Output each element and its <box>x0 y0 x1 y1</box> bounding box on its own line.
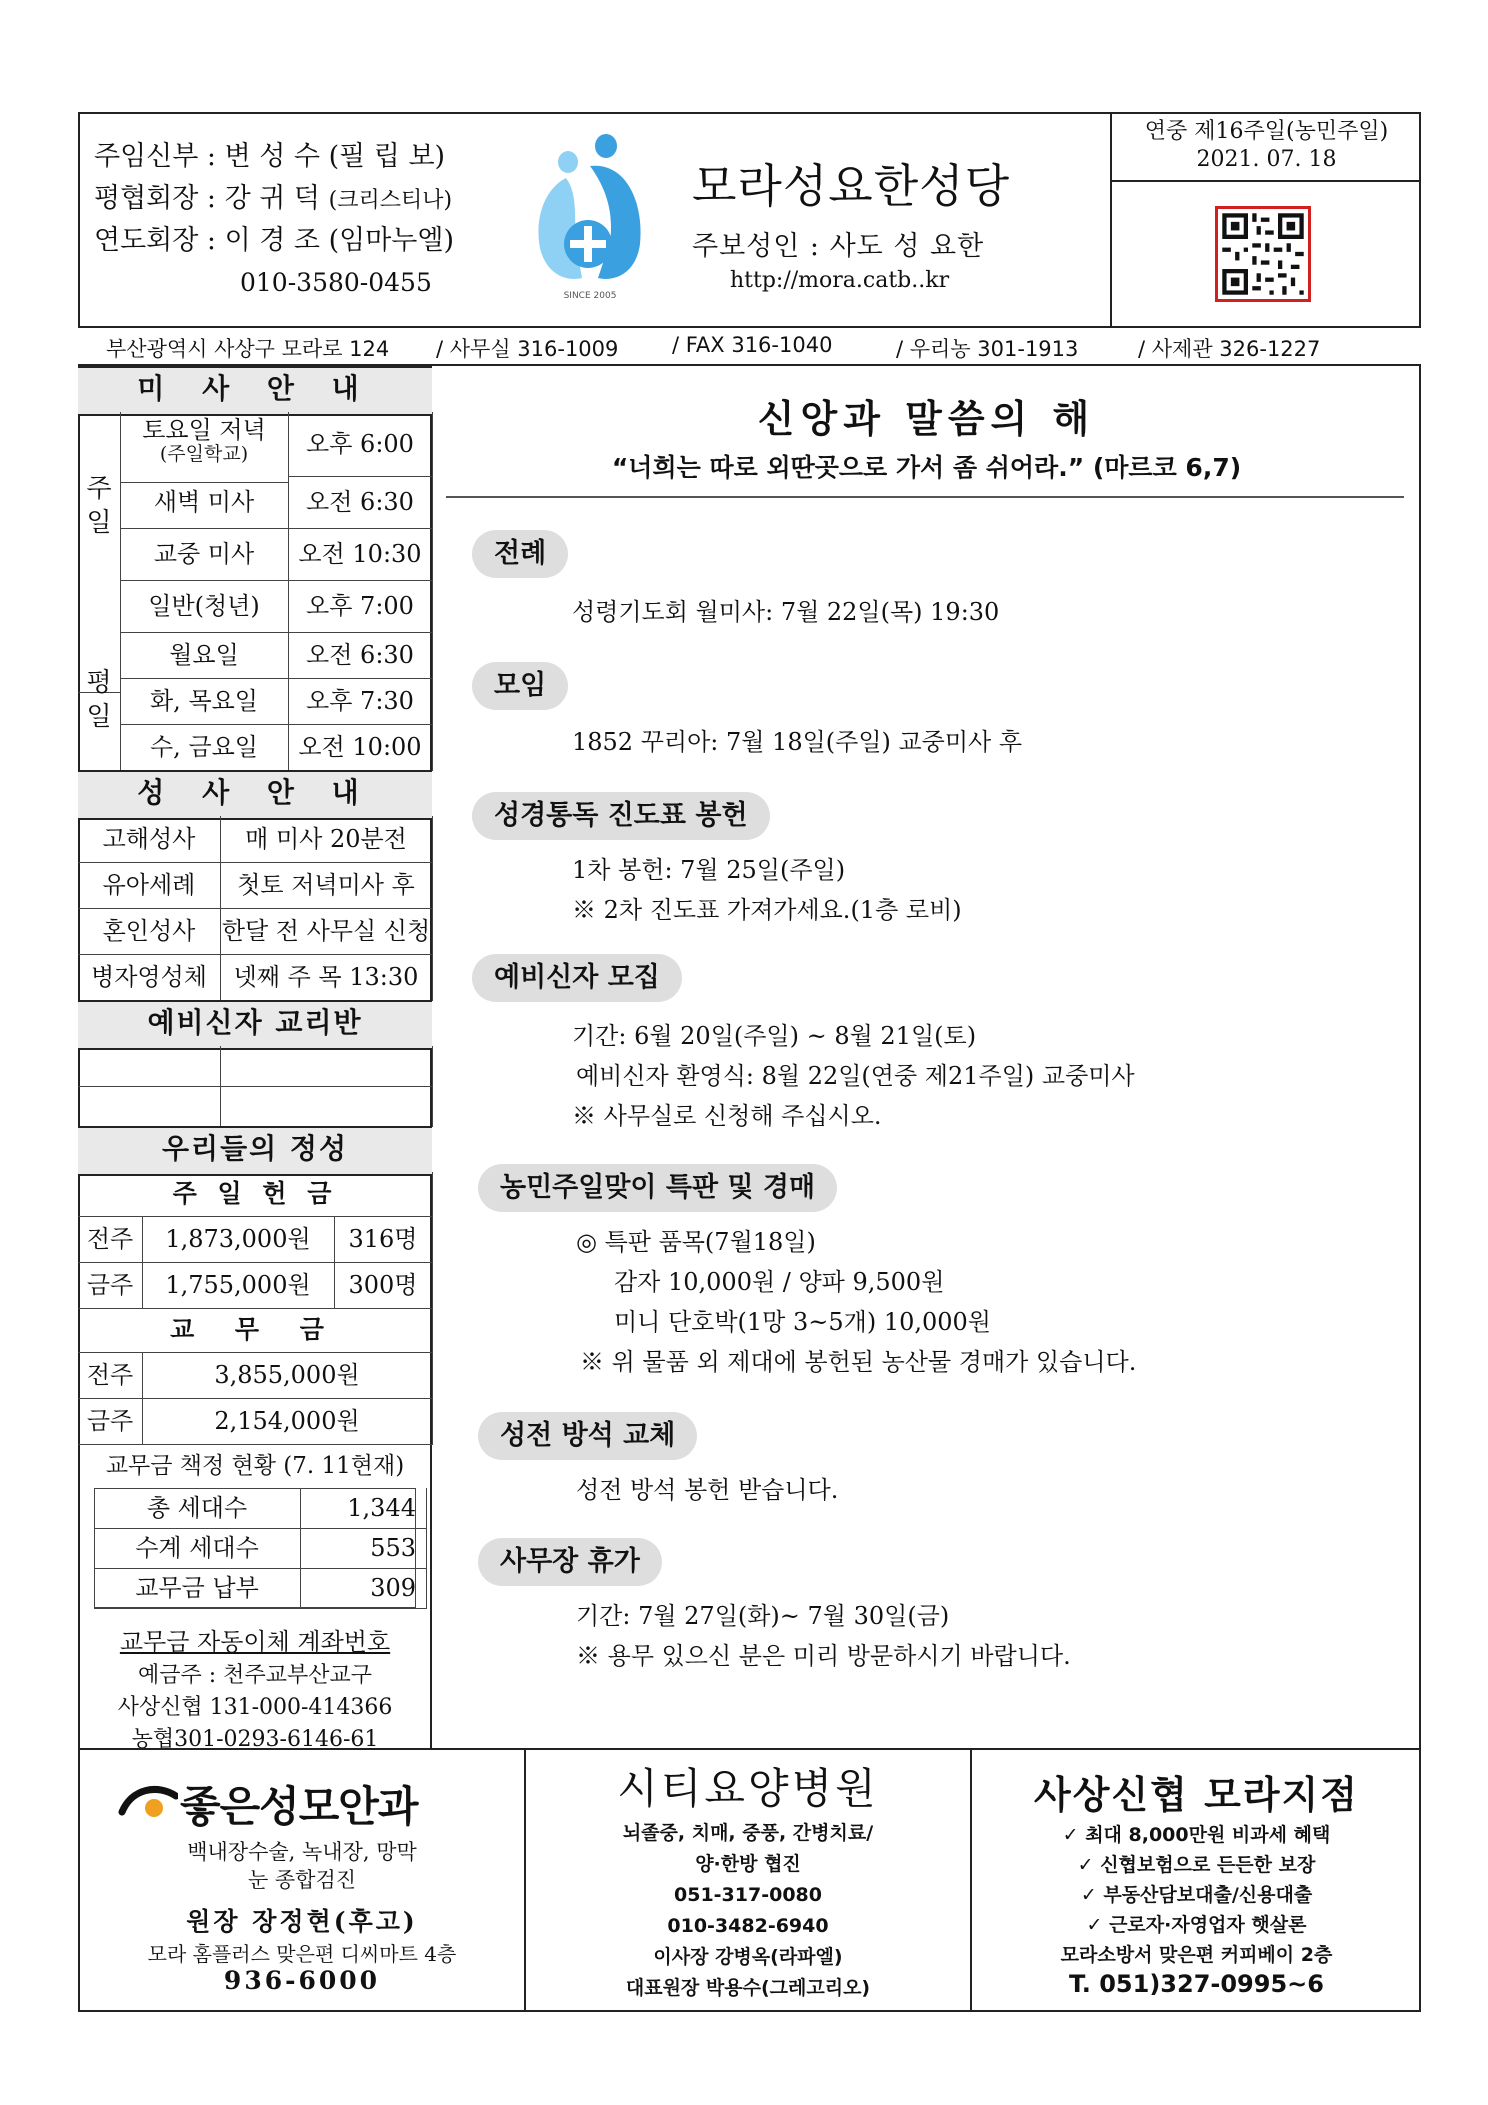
dues-amount: 2,154,000원 <box>142 1398 433 1445</box>
section-line: 기간: 7월 27일(화)~ 7월 30일(금) <box>576 1602 950 1630</box>
dues-amount: 3,855,000원 <box>142 1352 433 1399</box>
bulletin-date: 2021. 07. 18 <box>1196 147 1337 172</box>
section-heading: 전례 <box>472 530 568 578</box>
left-column <box>78 366 432 1752</box>
office-phone: / 사무실 316-1009 <box>436 337 619 361</box>
clergy-role: 평협회장 <box>94 183 199 214</box>
logo-since-text: SINCE 2005 <box>563 291 617 301</box>
account-title: 교무금 자동이체 계좌번호 <box>119 1628 391 1656</box>
section-line: ※ 용무 있으신 분은 미리 방문하시기 바랍니다. <box>576 1642 1071 1670</box>
status-label: 총 세대수 <box>94 1488 301 1529</box>
mass-name: 일반(청년) <box>120 580 289 633</box>
clergy-baptismal: (임마누엘) <box>328 225 455 256</box>
ad-credit-union-name: 사상신협 모라지점 <box>1034 1772 1359 1817</box>
qr-code-icon[interactable] <box>1215 206 1311 302</box>
section-heading: 예비신자 모집 <box>472 954 682 1002</box>
priest-house-phone: / 사제관 326-1227 <box>1138 337 1321 361</box>
sacrament-info: 첫토 저녁미사 후 <box>220 862 433 909</box>
ad-hospital-lines <box>526 1818 970 2004</box>
ad-line: 눈 종합검진 <box>247 1868 357 1892</box>
date-box <box>1110 112 1421 182</box>
status-value: 553 <box>300 1528 427 1569</box>
ad-eye-clinic-phone: 936-6000 <box>223 1966 381 1995</box>
account-number: 사상신협 131-000-414366 <box>117 1695 393 1720</box>
section-line: ※ 사무실로 신청해 주십시오. <box>572 1102 882 1130</box>
fax: / FAX 316-1040 <box>672 333 833 357</box>
mass-name: 수, 금요일 <box>120 724 289 771</box>
section-line: ※ 위 물품 외 제대에 봉헌된 농산물 경매가 있습니다. <box>580 1348 1137 1376</box>
section-line: 예비신자 환영식: 8월 22일(연중 제21주일) 교중미사 <box>576 1062 1135 1090</box>
section-line: 1차 봉헌: 7월 25일(주일) <box>572 856 846 884</box>
section-line: 1852 꾸리아: 7월 18일(주일) 교중미사 후 <box>572 728 1023 756</box>
clergy-name: 이 경 조 <box>224 225 321 256</box>
parish-name: 모라성요한성당 <box>692 159 1011 213</box>
clergy-baptismal: (크리스티나) <box>328 188 453 213</box>
section-line: 성령기도회 월미사: 7월 22일(목) 19:30 <box>572 598 1000 626</box>
ad-eye-clinic-lines <box>80 1838 524 1894</box>
ad-line: 이사장 강병옥(라파엘) <box>653 1946 843 1968</box>
info-bar <box>78 328 1421 366</box>
ad-line: ✓ 신협보험으로 든든한 보장 <box>1077 1854 1316 1876</box>
mass-time: 오전 10:30 <box>288 528 433 581</box>
catechumen-cell <box>220 1086 433 1127</box>
ad-line: ✓ 부동산담보대출/신용대출 <box>1080 1884 1313 1906</box>
sacrament-info: 한달 전 사무실 신청 <box>220 908 433 955</box>
ad-line: 051-317-0080 <box>674 1884 822 1906</box>
sacrament-info: 넷째 주 목 13:30 <box>220 954 433 1001</box>
section-heading: 성경통독 진도표 봉헌 <box>472 792 770 840</box>
mass-time: 오전 6:30 <box>288 476 433 529</box>
sacrament-name: 고해성사 <box>78 816 221 863</box>
account-holder: 예금주 : 천주교부산교구 <box>138 1663 372 1688</box>
sacrament-name: 유아세례 <box>78 862 221 909</box>
status-label: 수계 세대수 <box>94 1528 301 1569</box>
offering-count: 316명 <box>334 1216 433 1263</box>
weekday-label: 평 일 <box>78 632 121 805</box>
dues-label: 금주 <box>78 1398 143 1445</box>
sacrament-name: 병자영성체 <box>78 954 221 1001</box>
sunday-offering-title: 주 일 헌 금 <box>78 1172 433 1217</box>
ad-credit-union-phone: T. 051)327-0995~6 <box>1069 1970 1324 1998</box>
offering-label: 전주 <box>78 1216 143 1263</box>
ad-line: 010-3482-6940 <box>667 1915 829 1937</box>
section-line: 미니 단호박(1망 3~5개) 10,000원 <box>614 1308 991 1336</box>
mass-name: 화, 목요일 <box>120 678 289 725</box>
ad-line: ✓ 최대 8,000만원 비과세 혜택 <box>1062 1824 1331 1846</box>
mass-sub: (주일학교) <box>159 443 249 465</box>
address: 부산광역시 사상구 모라로 124 <box>106 337 390 361</box>
offering-amount: 1,755,000원 <box>142 1262 335 1309</box>
catechumen-cell <box>78 1046 221 1087</box>
mass-time: 오후 7:00 <box>288 580 433 633</box>
ad-eye-clinic-address: 모라 홈플러스 맞은편 디씨마트 4층 <box>147 1942 457 1966</box>
mass-row-name <box>120 412 289 483</box>
parish-url[interactable]: http://mora.catb..kr <box>730 268 950 293</box>
section-heading: 농민주일맞이 특판 및 경매 <box>478 1164 837 1212</box>
section-line: ◎ 특판 품목(7월18일) <box>576 1228 816 1256</box>
section-line: 성전 방석 봉헌 받습니다. <box>576 1476 839 1504</box>
mass-time: 오전 6:30 <box>288 632 433 679</box>
account-lines <box>78 1660 432 1756</box>
status-value: 1,344 <box>300 1488 427 1529</box>
ad-line: 모라소방서 맞은편 커피베이 2층 <box>1060 1944 1333 1966</box>
mass-time: 오후 6:00 <box>288 412 433 477</box>
eye-clinic-logo-icon <box>118 1782 178 1822</box>
mass-name: 교중 미사 <box>120 528 289 581</box>
clergy-name: 변 성 수 <box>224 141 321 172</box>
section-heading: 모임 <box>472 662 568 710</box>
sunday-label: 주 일 <box>78 412 121 693</box>
sacrament-guide-title: 성 사 안 내 <box>78 770 432 820</box>
catechumen-class-title: 예비신자 교리반 <box>78 1000 432 1050</box>
offering-count: 300명 <box>334 1262 433 1309</box>
clergy-baptismal: (필 립 보) <box>328 141 446 172</box>
offering-label: 금주 <box>78 1262 143 1309</box>
sacrament-name: 혼인성사 <box>78 908 221 955</box>
catechumen-cell <box>78 1086 221 1127</box>
catechumen-cell <box>220 1046 433 1087</box>
section-line: 감자 10,000원 / 양파 9,500원 <box>614 1268 945 1296</box>
liturgical-day: 연중 제16주일(농민주일) <box>1144 119 1389 144</box>
bible-verse: “너희는 따로 외딴곳으로 가서 좀 쉬어라.” (마르코 6,7) <box>611 453 1242 482</box>
section-heading: 성전 방석 교체 <box>478 1412 697 1460</box>
mass-name: 새벽 미사 <box>120 476 289 529</box>
ad-line: 뇌졸중, 치매, 중풍, 간병치료/ <box>622 1822 874 1844</box>
clergy-row-3: 연도회장 : 이 경 조 (임마누엘) <box>94 225 455 256</box>
contact-phone: 010-3580-0455 <box>240 268 432 297</box>
clergy-row-2: 평협회장 : 강 귀 덕 (크리스티나) <box>94 183 453 214</box>
parish-logo <box>526 132 654 302</box>
dues-status-title: 교무금 책정 현황 (7. 11현재) <box>105 1453 405 1479</box>
section-line: 기간: 6월 20일(주일) ~ 8월 21일(토) <box>572 1022 977 1050</box>
status-value: 309 <box>300 1568 427 1609</box>
clergy-role: 연도회장 <box>94 225 199 256</box>
farm-phone: / 우리농 301-1913 <box>896 337 1079 361</box>
ad-line: 대표원장 박용수(그레고리오) <box>625 1977 871 1999</box>
account-number: 농협301-0293-6146-61 <box>131 1727 379 1752</box>
ad-eye-clinic-name: 좋은성모안과 <box>180 1782 418 1831</box>
dues-label: 전주 <box>78 1352 143 1399</box>
title-divider <box>446 496 1404 498</box>
status-label: 교무금 납부 <box>94 1568 301 1609</box>
patron-saint: 주보성인 : 사도 성 요한 <box>692 231 985 262</box>
ad-eye-clinic-director: 원장 장정현(후고) <box>186 1907 418 1936</box>
ad-line: 백내장수술, 녹내장, 망막 <box>187 1840 417 1864</box>
offering-amount: 1,873,000원 <box>142 1216 335 1263</box>
ad-line: 양·한방 협진 <box>695 1853 801 1875</box>
church-dues-title: 교 무 금 <box>78 1308 433 1353</box>
section-heading: 사무장 휴가 <box>478 1538 662 1586</box>
mass-name: 월요일 <box>120 632 289 679</box>
ad-credit-union-lines <box>972 1820 1421 1970</box>
ad-line: ✓ 근로자·자영업자 햇살론 <box>1086 1914 1307 1936</box>
clergy-row-1: 주임신부 : 변 성 수 (필 립 보) <box>94 141 446 172</box>
section-line: ※ 2차 진도표 가져가세요.(1층 로비) <box>572 896 962 924</box>
sacrament-info: 매 미사 20분전 <box>220 816 433 863</box>
mass-name: 토요일 저녁 <box>142 416 266 444</box>
ad-hospital-name: 시티요양병원 <box>617 1764 879 1813</box>
mass-time: 오전 10:00 <box>288 724 433 771</box>
clergy-role: 주임신부 <box>94 141 199 172</box>
mass-guide-title: 미 사 안 내 <box>78 366 432 416</box>
offerings-title: 우리들의 정성 <box>78 1126 432 1176</box>
main-title: 신앙과 말씀의 해 <box>757 397 1096 441</box>
clergy-name: 강 귀 덕 <box>224 183 321 214</box>
mass-time: 오후 7:30 <box>288 678 433 725</box>
